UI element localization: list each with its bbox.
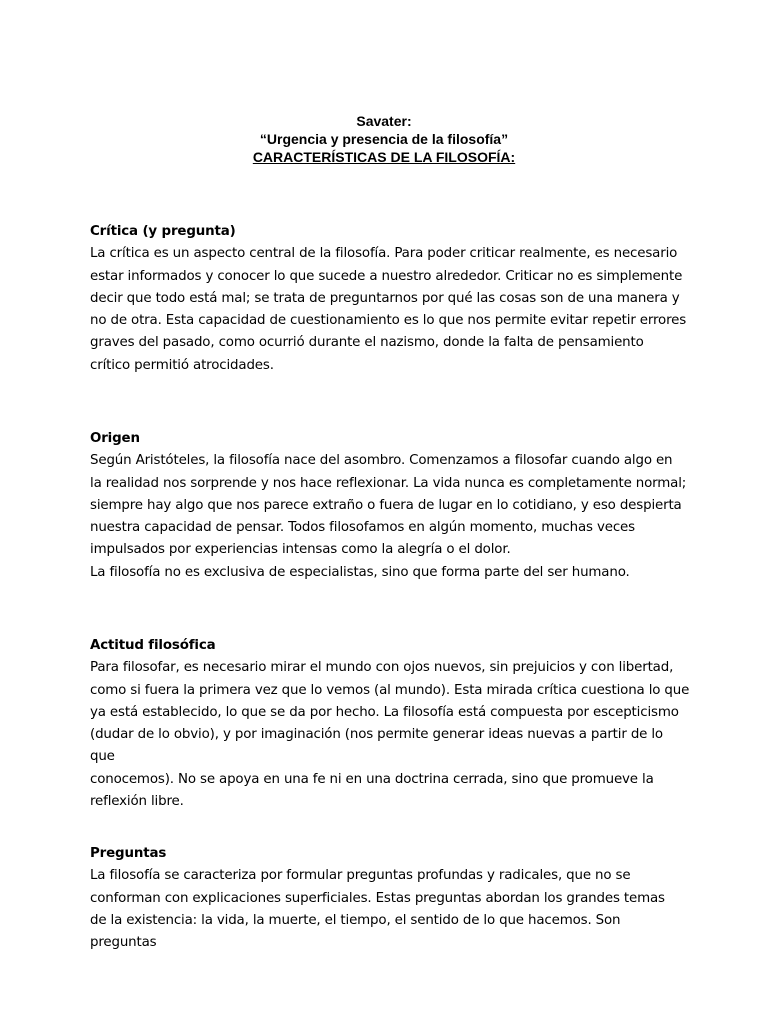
section-paragraph: La filosofía se caracteriza por formular preguntas profundas y radicales, que no se conforman con explicaciones superficiales. Estas preguntas abordan los grandes temas de la existencia: la vida, la muerte, el tiempo, el sentido de lo que hacemos. Son preguntas xyxy=(90,868,665,951)
section-origen xyxy=(90,428,690,584)
section-actitud-filosofica xyxy=(90,635,690,813)
section-critica xyxy=(90,221,690,377)
section-heading: Actitud filosófica xyxy=(90,638,216,653)
author-line: Savater: xyxy=(356,113,412,129)
section-paragraph: Para filosofar, es necesario mirar el mundo con ojos nuevos, sin prejuicios y con libertad, como si fuera la primera vez que lo vemos (al mundo). Esta mirada crítica cuestiona lo que ya está establecido, lo que se da por hecho. La filosofía está compuesta por escepticismo (dudar de lo obvio), y por imaginación (nos permite generar ideas nuevas a partir de lo que conocemos). No se apoya en una fe ni en una doctrina cerrada, sino que promueve la reflexión libre. xyxy=(90,660,690,810)
section-paragraph: La crítica es un aspecto central de la filosofía. Para poder criticar realmente, es necesario estar informados y conocer lo que sucede a nuestro alrededor. Criticar no es simplemente decir que todo está mal; se trata de preguntarnos por qué las cosas son de una manera y no de otra. Esta capacidad de cuestionamiento es lo que nos permite evitar repetir errores graves del pasado, como ocurrió durante el nazismo, donde la falta de pensamiento crítico permitió atrocidades. xyxy=(90,246,687,373)
section-heading: Crítica (y pregunta) xyxy=(90,224,236,239)
section-paragraph: La filosofía no es exclusiva de especialistas, sino que forma parte del ser humano. xyxy=(90,564,630,580)
section-heading: Origen xyxy=(90,431,140,446)
section-paragraph: Según Aristóteles, la filosofía nace del asombro. Comenzamos a filosofar cuando algo en la realidad nos sorprende y nos hace reflexionar. La vida nunca es completamente normal; siempre hay algo que nos parece extraño o fuera de lugar en lo cotidiano, y eso despierta nuestra capacidad de pensar. Todos filosofamos en algún momento, muchas veces impulsados por experiencias intensas como la alegría o el dolor. xyxy=(90,453,687,558)
document-header xyxy=(0,112,768,166)
section-heading: Preguntas xyxy=(90,846,167,861)
section-title: CARACTERÍSTICAS DE LA FILOSOFÍA: xyxy=(252,149,516,165)
section-preguntas xyxy=(90,843,690,954)
work-title: “Urgencia y presencia de la filosofía” xyxy=(259,131,509,147)
